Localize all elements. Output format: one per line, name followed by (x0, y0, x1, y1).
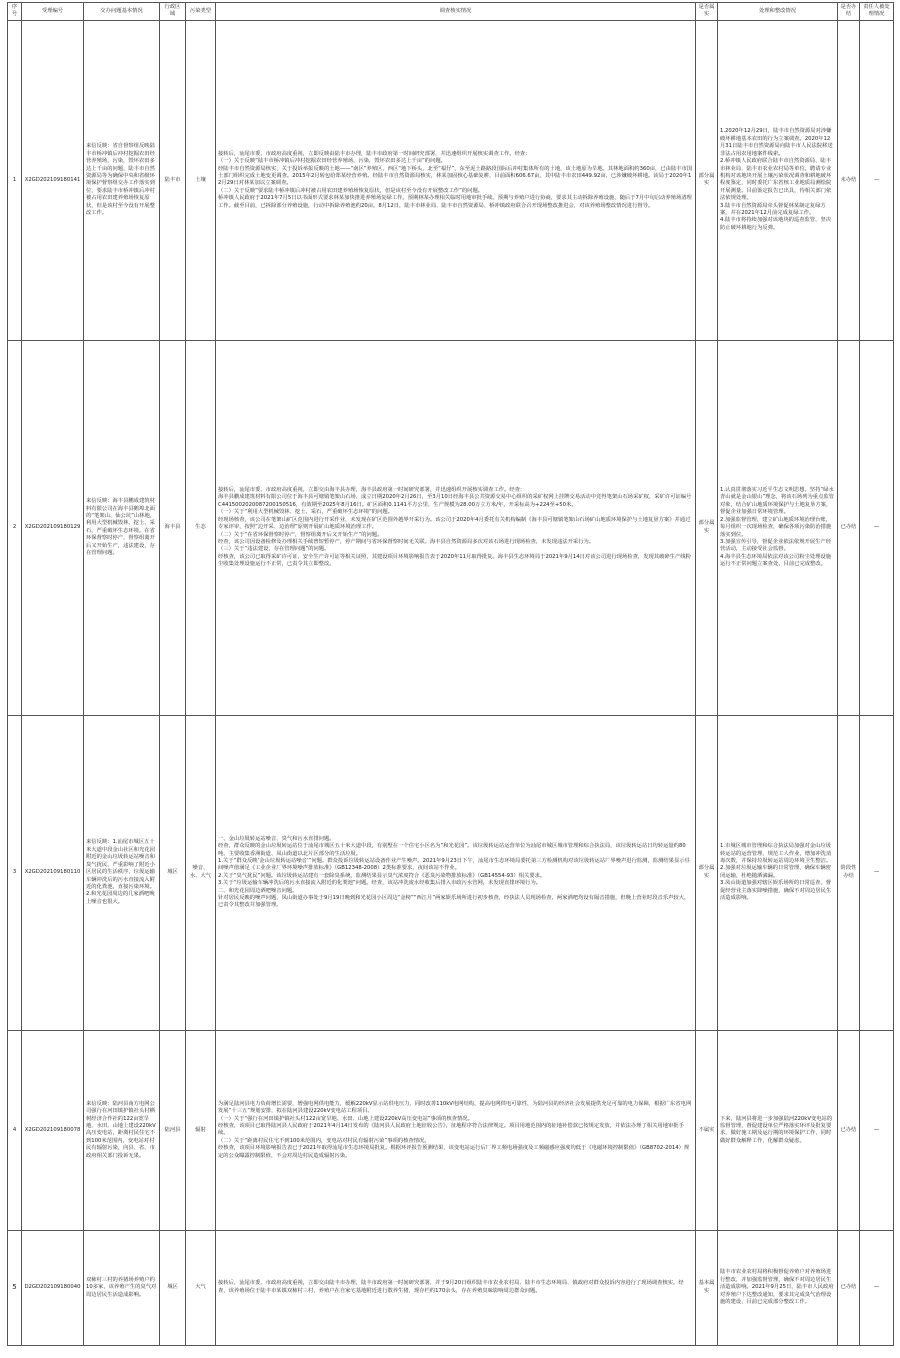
row-region: 海丰县 (160, 340, 186, 715)
row-code: X2GD202109180078 (22, 1030, 84, 1230)
row-investigation: 接转后，汕尾市委、市政府高度重视，立即交由海丰县办理，海丰县政府第一时间研究部署，并迅速组织开展核实调查工作。经查： 海丰县鹏成建筑材料有限公司位于海丰县可塘镇笔架山石场，成立日期2020年2月26日，至3月10日经海丰县公共资源交易中心组织的采矿权网上挂牌交易活动中竞得笔架山石场采矿权，采矿许可证编号C4415002020087200150516，有效期至2025年8月16日。矿区面积0.1141平方公里，生产规模为28.00万立方米/年，开采标高为+224至+50米。 （一）关于“利用大型机械毁林、挖土、采石，严重破坏生态环境”的问题。 经现场核查，该公司在笔架山矿区范围内进行开采作业，未发现在矿区范围外越界开采行为。该公司于2020年4月委托有关机构编制《海丰县可塘镇笔架山石场矿山地质环境保护与土地复垦方案》并通过专家评审，按照“边开采、边治理”原则开展矿山地质环境治理工作。 （二）关于“在省环保督察时停产，督察组离开后又开始生产”的问题。 经查，该公司因设备检修及办理相关手续曾短暂停产，停产期间与省环保督察时间无关联。海丰县自然资源局多次对该石场进行现场检查，未发现违法开采行为。 （三）关于“违法建设，存在管理问题”的问题。 经核查，该公司已取得采矿许可证、安全生产许可证等相关证照，其建设项目环境影响报告表于2020年11月取得批复。海丰县生态环境局于2021年9月14日对该公司进行现场检查，发现其破碎生产线粉尘收集处理设施运行不正常，已责令其立即整改。 (218, 487, 692, 568)
row-done: 已办结 (838, 1230, 860, 1345)
table-row (8, 20, 894, 340)
row-pollution-type: 大气 (186, 1230, 216, 1345)
header-handling: 处理和整改情况 (718, 3, 838, 21)
row-no: 5 (8, 1230, 22, 1345)
row-region: 陆河县 (160, 1030, 186, 1230)
header-no: 序号 (8, 3, 22, 21)
complaint-table (7, 2, 894, 1346)
table-row (8, 1030, 894, 1230)
row-issue: 来信反映：海丰县鹏成建筑材料有限公司在海丰县鹅埠北面的“笔架山、仙公坑”山林地，利用大型机械毁林、挖土、采石，严重破坏生态环境。在省环保督察时停产，督察组离开后又开始生产，违法建设，存在管理问题。 (84, 340, 160, 715)
row-done: 已办结 (838, 1030, 860, 1230)
row-verified: 部分属实 (696, 340, 718, 715)
header-issue: 交办问题基本情况 (84, 3, 160, 21)
table-row (8, 715, 894, 1030)
header-done: 是否办结 (838, 3, 860, 21)
row-done: 阶段性办结 (838, 715, 860, 1030)
row-investigation: 一、金山垃圾转运站噪音、臭气和污水直排问题。 经查，群众反映的金山垃圾转运站位于汕尾市城区五十米大道中段，有别墅在一个住宅小区名为“和光花园”。该垃圾转运站运营单位为汕尾市城区城市管理和综合执法局，该垃圾转运站日均转运量约80吨，主要收集香洲街道、凤山街道以北片区部分的生活垃圾。 1.关于“群众反映‘金山垃圾转运站噪音’”问题。群众投诉垃圾转运站设备作业产生噪声。2021年9月23日下午，汕尾市生态环境局委托第三方检测机构对该垃圾转运站厂界噪声进行监测，监测结果显示昼间噪声值满足《工业企业厂界环境噪声排放标准》（GB12348-2008）2类标准要求，夜间该站不作业。 2.关于“臭气扰民”问题。该垃圾转运站建有一套除臭系统，监测结果显示臭气浓度符合《恶臭污染物排放标准》（GB14554-93）相关要求。 3.关于“垃圾运输车辆冲洗后的污水直接流入附近的化粪池”问题。经查，该站冲洗废水经收集后排入市政污水管网，未发现直排环境行为。 二、和光花园周边酒吧噪音问题。 针对居民反映的噪声问题，凤山街道办事处于9月19日晚到和光花园小区周边“金榜”“西江月”两家娱乐场所进行初步核查，经执法人员现场检查，两家酒吧均设有隔音措施，但晚上营业时段音乐声较大，已责令其整改并加强管理。 (218, 835, 690, 909)
row-investigation: 为满足陆河县电力负荷增长需要，增强电网供电能力，缓解220kV显示站供电压力，同时改善110kV电网结构，提高电网供电可靠性，为陆河县的经济社会发展提供充足可靠的电力保障，根据广东省电网发展“十三五”规划安排，拟在陆河县建设220kV变电站工程项目。 （一）关于“强行在河田镇护镇社头村122亩宽旱地、水田、山地上建设220kV高压变电站”事项的核查情况。 经核查，该项目已取得陆河县人民政府于2021年4月14日发布的《陆河县人民政府土地征收公告》，征地程序符合法律规定。项目用地范围内的征地补偿款已按规定发放，并依法办理了相关用地审批手续。 （二）关于“距离村民住宅不到100米范围内，变电站对村民有辐射污染”事项的核查情况。 经核查，该项目环境影响报告表已于2021年取得汕尾市生态环境局批复。根据环评报告预测结果，该变电站运行后厂界工频电场强度及工频磁感应强度均低于《电磁环境控制限值》（GB8702-2014）规定的公众曝露控制限值，不会对周边村民造成辐射污染。 (218, 1100, 692, 1159)
row-verified: 部分属实 (696, 715, 718, 1030)
row-no: 4 (8, 1030, 22, 1230)
row-pollution-type: 噪音、水、大气 (186, 715, 216, 1030)
header-punished: 责任人被处理情况 (860, 3, 894, 21)
row-punished: — (860, 340, 894, 715)
row-handling: 陆丰市农业农村局将积极督促养殖户对养殖场进行整改，并加强监督管理，确保不对周边居民生活造成影响。2021年9月25日，陆丰市人民政府对养殖户下达整改通知，要求其完成臭气治理设施的建设，目前已完成部分整改工作。 (720, 1269, 834, 1305)
row-pollution-type: 土壤 (186, 20, 216, 340)
row-investigation: 接转后，汕尾市委、市政府高度重视，立即反映由陆丰市办理，陆丰市政府第一时间研究部署，并迅速组织开展核实调查工作。经查： （一）关于反映“陆丰市桥冲镇后冲村挖掘农田经营养殖场，污染，毁坏农田多达上千亩”的问题。 经陆丰市自然资源局核实，关于投诉举报反映的土地——“南区”养殖区，西区“地下桥头，北至“福仔”，东至泥土路路段国际后冲村集体所有的土地，该土地原为旱地。其林地面积约360亩，已由陆丰市国土部门组织完成土地变更调查。2015年2月转包给郑某经营养殖。经陆丰市自然资源局核实，林某加固核心基础复耕，目前面积606.67亩，其中陆丰市农田449.92亩，已涉嫌破坏耕地。该局于2020年12月29日对林某加以立案调查。 （二）关于反映“要求陆丰桥冲镇后冲村被占用农田建养殖场恢复原状，但是该村至今没有开展整改工作”的问题。 桥冲镇人民政府于2021年7月5日以书面形式要求林某加快推进养殖场复绿工作。预期林某办理相关临时用地审批手续。预期与养殖户进行协商，要求其主动拆除养殖设施，随后于7月中旬启动养殖场清理工作。截至目前，已拆除部分养殖设施，行动中拆除养殖池约20亩。8月12日，陆丰市林业局、陆丰市自然资源局、桥冲镇政府联合召开现场整改推进会，对该养殖场整改情况进行督导。 (218, 150, 693, 209)
row-verified: 部分属实 (696, 20, 718, 340)
row-issue: 来信反映：省自督察组反映陆丰市桥冲镇后冲村挖掘农田经营养殖场，污染，毁坏农田多达上千亩的问题，陆丰市自然资源局等为确保中央和省级环境保护督察组交办工作落实到位，要求陆丰市桥冲镇后冲村被占用农田建养殖场恢复原状，但是该村至今没有开展整改工作。 (84, 20, 160, 340)
row-issue: 来信反映：陆河县南方电网公司强行在河田镇护镇社头村栖树经济合作社的122亩宽旱地、水田、山地上建设220kV高压变电站，距离村民住宅不到100米范围内，变电站对村民有辐射污染，向县、省、市政府相关部门投诉无果。 (84, 1030, 160, 1230)
row-verified: 基本属实 (696, 1230, 718, 1345)
row-done: 已办结 (838, 340, 860, 715)
row-punished: — (860, 1230, 894, 1345)
row-handling: 1.市城区城市管理和综合执法局加强对金山垃圾转运站的运营管理，规范工人作业，增加冲洗消毒次数，并保持垃圾转运站周边环境卫生整洁。 2.加强对垃圾运输车辆的日常管理，确保车辆密闭运输，杜绝抛洒滴漏。 3.凤山街道加强对辖区娱乐场所的日常巡查，督促经营业主落实降噪措施，确保不对周边居民生活造成影响。 (720, 843, 832, 902)
row-done: 未办结 (838, 20, 860, 340)
table-header-row (8, 3, 894, 21)
row-region: 城区 (160, 715, 186, 1030)
table-row (8, 340, 894, 715)
header-investigation: 调查核实情况 (216, 3, 696, 21)
row-no: 1 (8, 20, 22, 340)
row-punished: — (860, 715, 894, 1030)
row-verified: 不属实 (696, 1030, 718, 1230)
row-investigation: 接转后，汕尾市委、市政府高度重视，立即交由陆丰市办理，陆丰市政府第一时间研究部署，并于9月20日组织陆丰市农业农村局、陆丰市生态环境局、镇政府对群众投诉内容进行了现场调查核实。经查，该养殖场位于陆丰市某镇双柿村三村，养殖户在自家宅基地附近进行散养生猪，现存栏约170余头，存在养殖臭味影响周边群众问题。 (218, 1280, 684, 1294)
row-punished: — (860, 1030, 894, 1230)
row-region: 陆丰市 (160, 20, 186, 340)
row-issue: 双柿村三村的养猪场养殖户约10多家，该养殖产生的臭气对周边居民生活造成影响。 (84, 1230, 160, 1345)
row-issue: 来信反映：1.汕尾市城区五十米大道中段金山社区和光花园附近的金山垃圾转运站噪音和臭气扰民，严重影响了附近小区居民的生活秩序，垃圾运输车辆冲洗后的污水直接流入附近的化粪池，直接污染环境。2.和光花园周边的几家酒吧晚上噪音也很大。 (84, 715, 160, 1030)
row-pollution-type: 生态 (186, 340, 216, 715)
row-code: X2GD202109180110 (22, 715, 84, 1030)
row-no: 2 (8, 340, 22, 715)
row-code: D2GD202109180040 (22, 1230, 84, 1345)
row-region: 城区 (160, 1230, 186, 1345)
row-handling: 1.认真贯彻落实习近平生态文明思想，坚持“绿水青山就是金山银山”理念，将该石场列为重点监管对象，结合矿山地质环境保护与土地复垦方案，督促企业加强日常环境管理。 2.加强监督管理，建立矿山地质环境治理台账，每月组织一次现场检查，确保各项污染防治措施落实到位。 3.加强宣传引导，督促企业依法依规开展生产经营活动，主动接受社会监督。 4.海丰县生态环境局依法对该公司粉尘处理设施运行不正常问题立案查处，目前已完成整改。 (720, 487, 834, 568)
row-punished: — (860, 20, 894, 340)
table-row (8, 1230, 894, 1345)
header-code: 受理编号 (22, 3, 84, 21)
row-handling: 下来，陆河县将进一步加强陆河220kV变电站的监督管理，督促建设单位严格落实环评及批复要求，做好施工期及运行期的环境保护工作，同时做好群众解释工作，化解群众疑虑。 (720, 1115, 833, 1144)
header-pollution-type: 污染类型 (186, 3, 216, 21)
row-code: X2GD202109180129 (22, 340, 84, 715)
header-verified: 是否属实 (696, 3, 718, 21)
row-no: 3 (8, 715, 22, 1030)
header-region: 行政区域 (160, 3, 186, 21)
row-code: X2GD202109180141 (22, 20, 84, 340)
row-handling: 1.2020年12月29日，陆丰市自然资源局对涉嫌破坏耕地基本农田的行为立案调查。2020年12月31日陆丰市自然资源局向陆丰市人民法院移送非法占用农用地案件线索。 2.桥冲镇人民政府联合陆丰市自然资源局、陆丰市林业局、陆丰市农业农村局等单位，聘请专业机构对该地块开展土壤污染状况调查和耕地破坏程度鉴定，同时委托广东省核工业地质局测绘院开展测量。目前鉴定报告已出具，待相关部门依法依规处理。 3.陆丰市自然资源局牵头督促林某制定复绿方案，并在2021年12月前完成复绿工作。 4.陆丰市将持续加强对该地块的巡查监管，坚决防止破坏耕地行为反弹。 (720, 128, 833, 231)
row-pollution-type: 辐射 (186, 1030, 216, 1230)
